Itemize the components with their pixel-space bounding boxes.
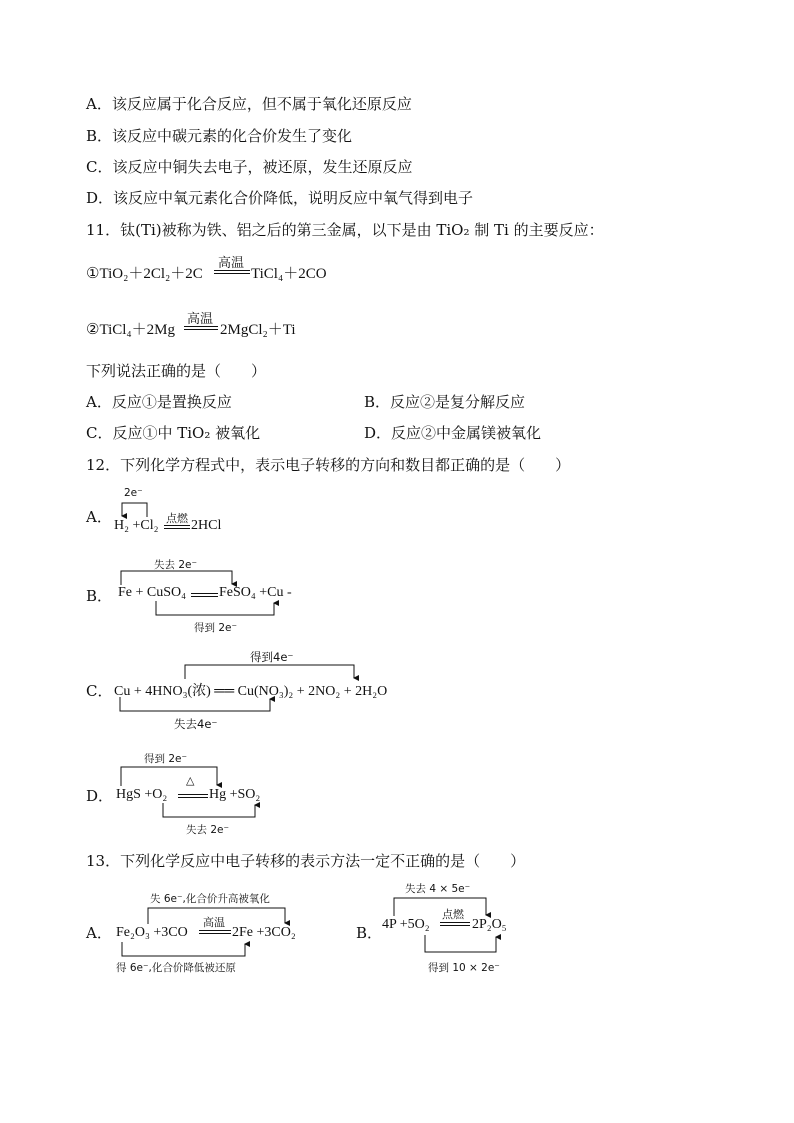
q12a-left: H₂ +Cl₂ [114,518,159,533]
q11-eq2-right: 2MgCl₂＋Ti [220,322,296,338]
q12d-condition: △ [186,774,195,787]
q13a-bottom-note: 得 6e⁻,化合价降低被还原 [116,962,236,974]
q13a-condition: 高温 [203,916,225,929]
q11-eq1-right: TiCl₄＋2CO [251,266,327,282]
q11-option-a: A．反应①是置换反应 [86,393,232,411]
q12d-left: HgS +O₂ [116,787,168,802]
q10-option-b: B．该反应中碳元素的化合价发生了变化 [86,127,353,145]
q11-eq1-condition: 高温 [218,256,245,271]
q12d-top-arrow [121,767,217,786]
q12a-label: A． [86,508,112,526]
q12a-top-note: 2e⁻ [124,487,143,499]
q13a-top-note: 失 6e⁻,化合价升高被氧化 [150,893,270,905]
q13-stem: 13．下列化学反应中电子转移的表示方法一定不正确的是（ ） [86,852,526,870]
q13a-left: Fe₂O₃ +3CO [116,925,188,940]
q11-ask: 下列说法正确的是（ ） [86,362,267,380]
q13b-top-note: 失去 4 × 5e⁻ [405,883,471,895]
q12a-right: 2HCl [191,518,222,533]
q11-eq1-left: TiO₂＋2Cl₂＋2C [99,266,203,282]
q12c-top-arrow [185,665,354,679]
q13b-left: 4P +5O₂ [382,917,430,932]
q13b-bottom-arrow [425,935,496,952]
q12c-label: C． [86,682,113,700]
q11-eq1-number: ① [86,266,100,282]
q12c-bottom-note: 失去4e⁻ [174,717,218,731]
q12c-equation: Cu + 4HNO₃(浓) ══ Cu(NO₃)₂ + 2NO₂ + 2H₂O [114,684,388,699]
q12b-top-note: 失去 2e⁻ [154,559,198,571]
q13a-right: 2Fe +3CO₂ [232,925,296,940]
q12b-left: Fe + CuSO₄ [118,585,187,600]
q11-option-b: B．反应②是复分解反应 [364,393,526,411]
q13b-bottom-note: 得到 10 × 2e⁻ [428,962,500,974]
q12c-bottom-arrow [120,697,270,711]
q13a-label: A． [86,924,112,942]
q12b-bottom-note: 得到 2e⁻ [194,622,238,634]
q13a-top-arrow [148,908,285,924]
q13b-label: B． [356,924,383,942]
q12b-bottom-arrow [156,601,274,615]
q11-option-c: C．反应①中 TiO₂ 被氧化 [86,424,261,442]
q10-option-a: A．该反应属于化合反应，但不属于氧化还原反应 [86,95,412,113]
q12-stem: 12．下列化学方程式中，表示电子转移的方向和数目都正确的是（ ） [86,456,571,474]
q11-eq2-condition: 高温 [187,312,214,327]
q12b-label: B． [86,587,113,605]
q11-eq2-number: ② [86,322,100,338]
q10-option-c: C．该反应中铜失去电子，被还原，发生还原反应 [86,158,413,176]
q12b-top-arrow [121,571,232,585]
q11-stem: 11．钛(Ti)被称为铁、铝之后的第三金属，以下是由 TiO₂ 制 Ti 的主要反应： [86,221,604,239]
q10-option-d: D．该反应中氧元素化合价降低，说明反应中氧气得到电子 [86,189,474,207]
q11-eq2-left: TiCl₄＋2Mg [99,322,175,338]
q13b-top-arrow [394,898,486,916]
q12a-condition: 点燃 [166,512,188,525]
q12a-arrow [122,503,147,517]
q13a-bottom-arrow [122,942,245,956]
q12d-label: D． [86,787,114,805]
q12d-right: Hg +SO₂ [209,787,261,802]
q13b-condition: 点燃 [442,908,464,921]
q12b-right: FeSO₄ +Cu - [219,585,292,600]
q13b-right: 2P₂O₅ [472,917,507,932]
q12d-bottom-note: 失去 2e⁻ [186,824,230,836]
q12d-bottom-arrow [163,803,255,817]
q12d-top-note: 得到 2e⁻ [144,753,188,765]
q11-option-d: D．反应②中金属镁被氧化 [364,424,542,442]
q12c-top-note: 得到4e⁻ [250,650,294,664]
